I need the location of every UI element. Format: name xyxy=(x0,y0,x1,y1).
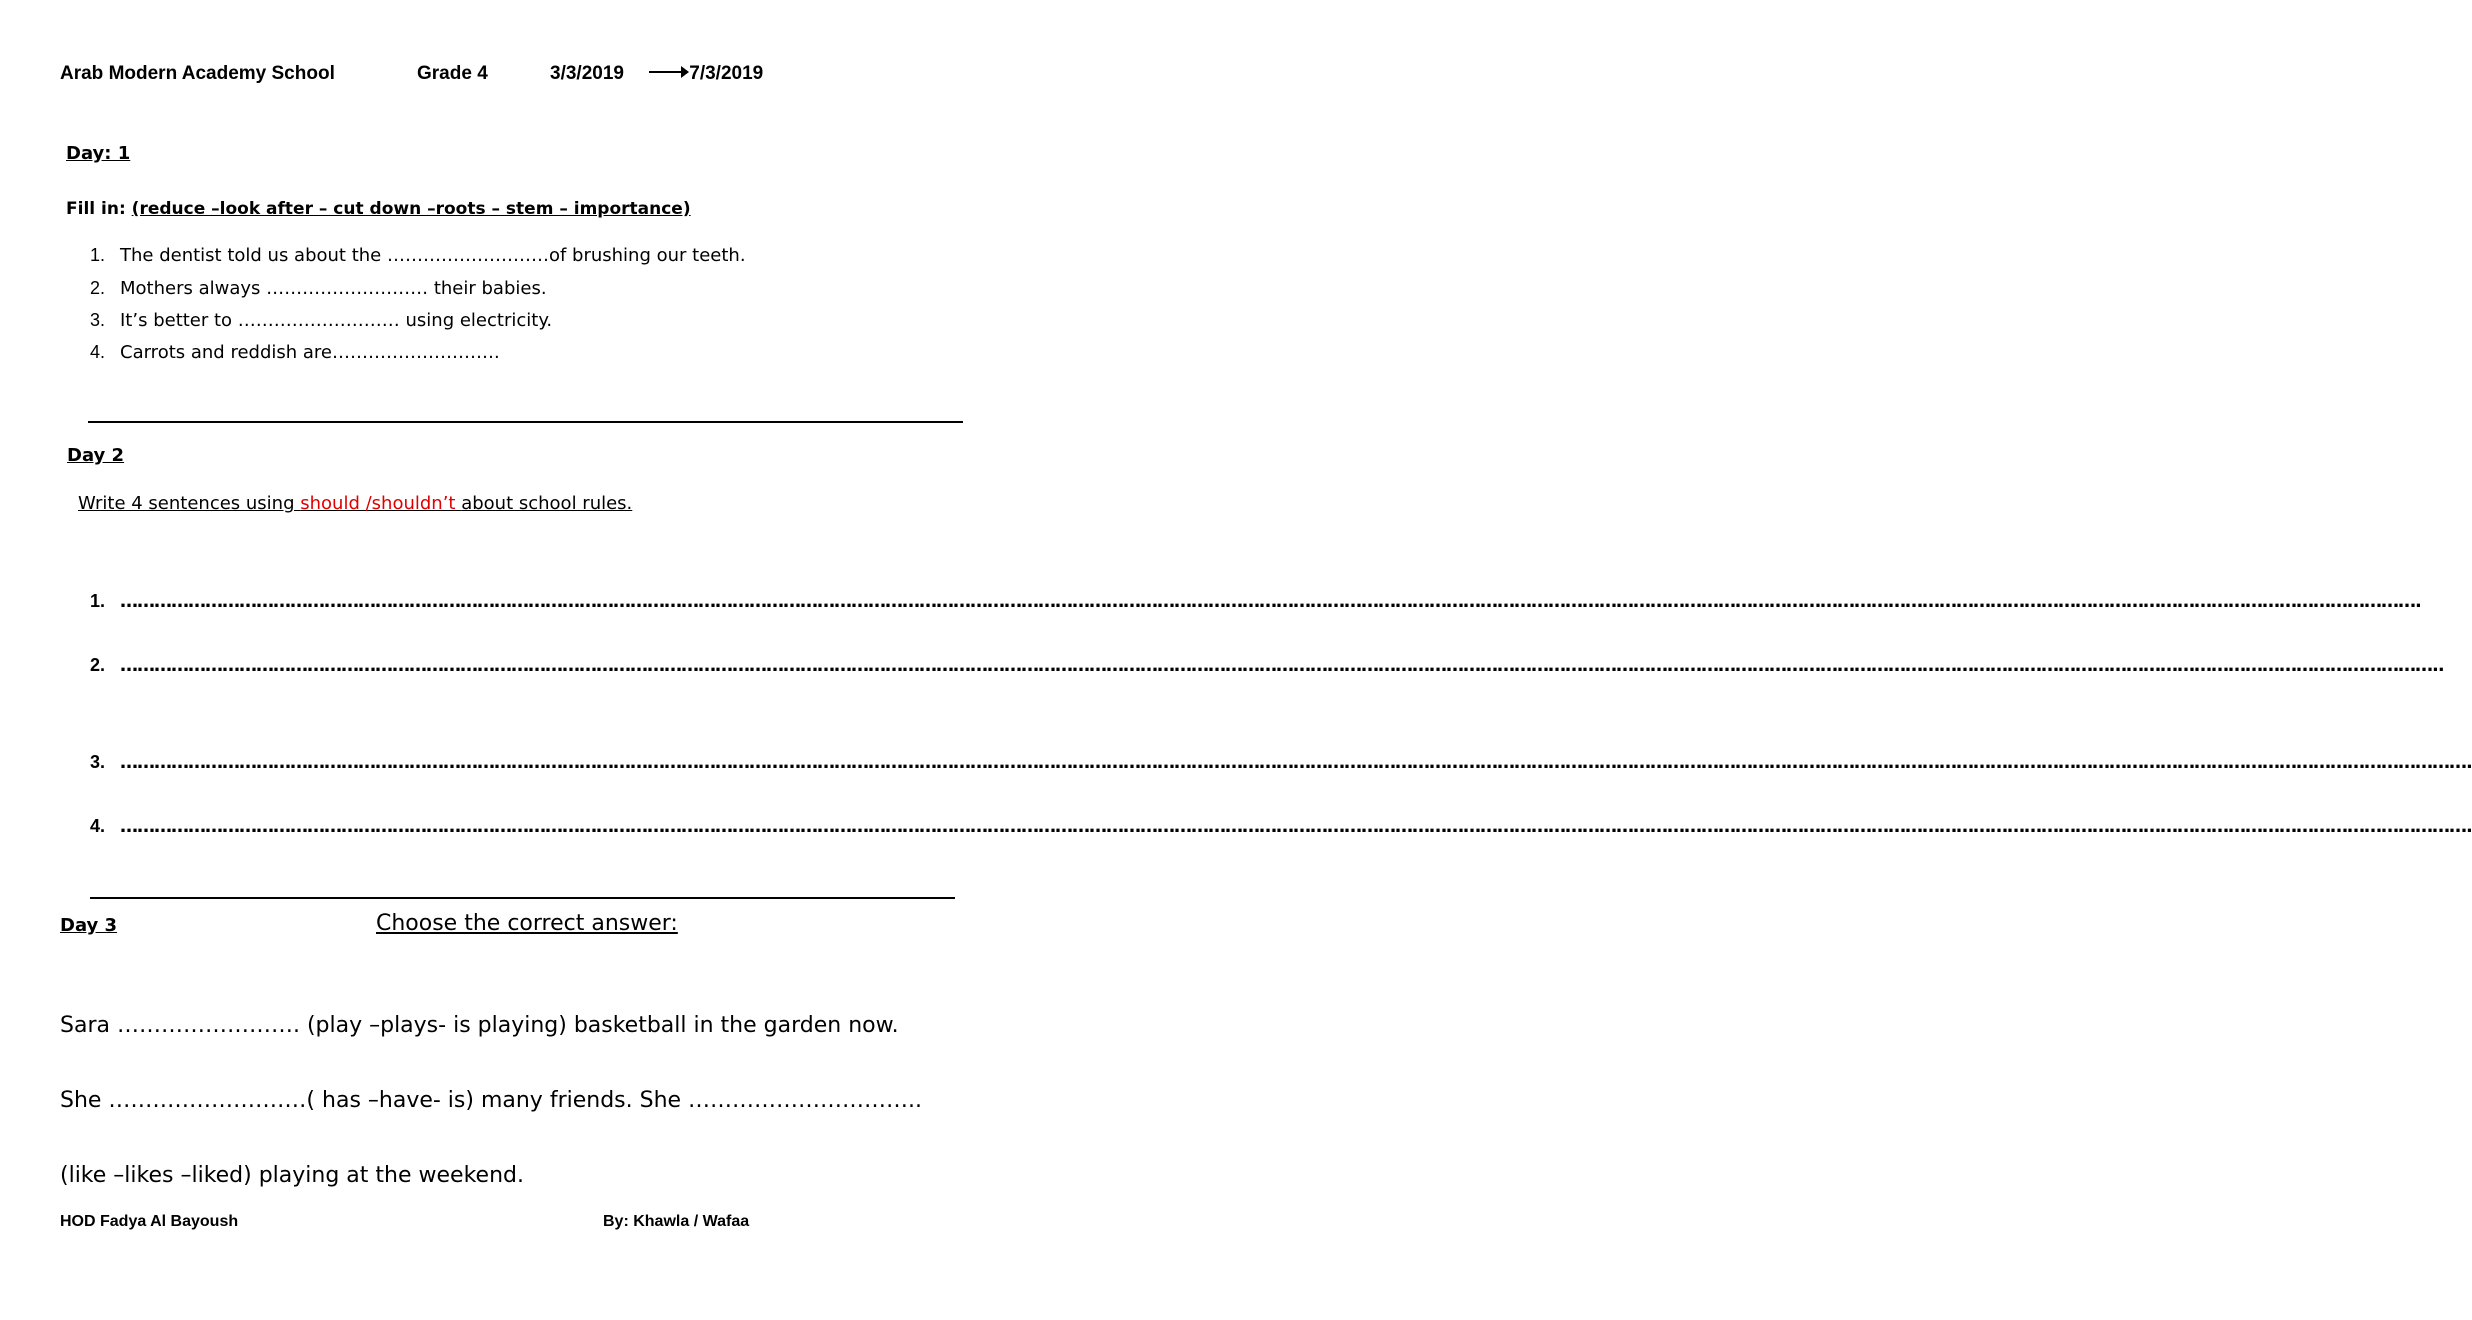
line-dots: ………………………………………………………………………………………………………………………………………………………………………………………………………………………………………………………………………………………………………………………………………………………………………. xyxy=(120,591,2421,612)
item-text: Mothers always ……………………… their babies. xyxy=(120,278,547,299)
line-number: 3. xyxy=(90,752,106,772)
date-range xyxy=(550,63,763,85)
day1-label: Day: 1 xyxy=(66,143,131,164)
item-number: 4. xyxy=(90,342,106,362)
instruction-text-end: about school rules. xyxy=(461,493,633,514)
list-item xyxy=(90,310,552,331)
item-text: The dentist told us about the ………………………of brushing our teeth. xyxy=(120,245,746,266)
list-item xyxy=(90,278,547,299)
item-number: 2. xyxy=(90,278,106,298)
section-divider xyxy=(88,421,963,423)
footer-authors: By: Khawla / Wafaa xyxy=(603,1213,750,1230)
day2-label: Day 2 xyxy=(67,445,125,466)
school-name: Arab Modern Academy School xyxy=(60,63,335,84)
fill-in-instruction xyxy=(66,199,691,219)
item-text: Carrots and reddish are………………………. xyxy=(120,342,500,363)
list-item xyxy=(90,245,746,266)
section-divider xyxy=(90,897,955,899)
fill-in-prefix: Fill in: xyxy=(66,199,132,219)
line-dots: ………………………………………………………………………………………………………………………………………………………………………………………………………………………………………………………………………………………………………………………………………………………………………….. xyxy=(120,655,2444,676)
answer-line xyxy=(90,591,2421,612)
line-dots: ………………………………………………………………………………………………………………………………………………………………………………………………………………………………………………………………………………………………………………………………………………………………………………. xyxy=(120,752,2472,773)
line-number: 2. xyxy=(90,655,106,675)
grade-label: Grade 4 xyxy=(417,63,488,84)
question-sentence: Sara ……………………. (play –plays- is playing) basketball in the garden now. xyxy=(60,1013,899,1038)
item-number: 3. xyxy=(90,310,106,330)
line-number: 4. xyxy=(90,816,106,836)
answer-line xyxy=(90,655,2444,676)
day2-instruction xyxy=(78,493,632,514)
question-sentence: She ………………………( has –have- is) many friends. She ………………………….. xyxy=(60,1088,923,1113)
day3-label: Day 3 xyxy=(60,915,118,936)
item-number: 1. xyxy=(90,245,106,265)
item-text: It’s better to ……………………… using electricity. xyxy=(120,310,553,331)
arrow-right-icon xyxy=(649,71,687,73)
word-bank: (reduce –look after – cut down –roots – stem – importance) xyxy=(131,199,691,219)
answer-line xyxy=(90,752,2472,773)
answer-line xyxy=(90,816,2472,837)
line-dots: ………………………………………………………………………………………………………………………………………………………………………………………………………………………………………………………………………………………………………………………………………………………………………………. xyxy=(120,816,2472,837)
question-sentence: (like –likes –liked) playing at the weekend. xyxy=(60,1163,524,1188)
day3-title: Choose the correct answer: xyxy=(376,911,678,936)
line-number: 1. xyxy=(90,591,106,611)
date-from: 3/3/2019 xyxy=(550,63,624,84)
footer-hod: HOD Fadya Al Bayoush xyxy=(60,1213,239,1230)
list-item xyxy=(90,342,500,363)
date-to: 7/3/2019 xyxy=(689,63,764,84)
instruction-highlight: should /shouldn’t xyxy=(300,493,462,514)
instruction-text: Write 4 sentences using xyxy=(78,493,301,514)
